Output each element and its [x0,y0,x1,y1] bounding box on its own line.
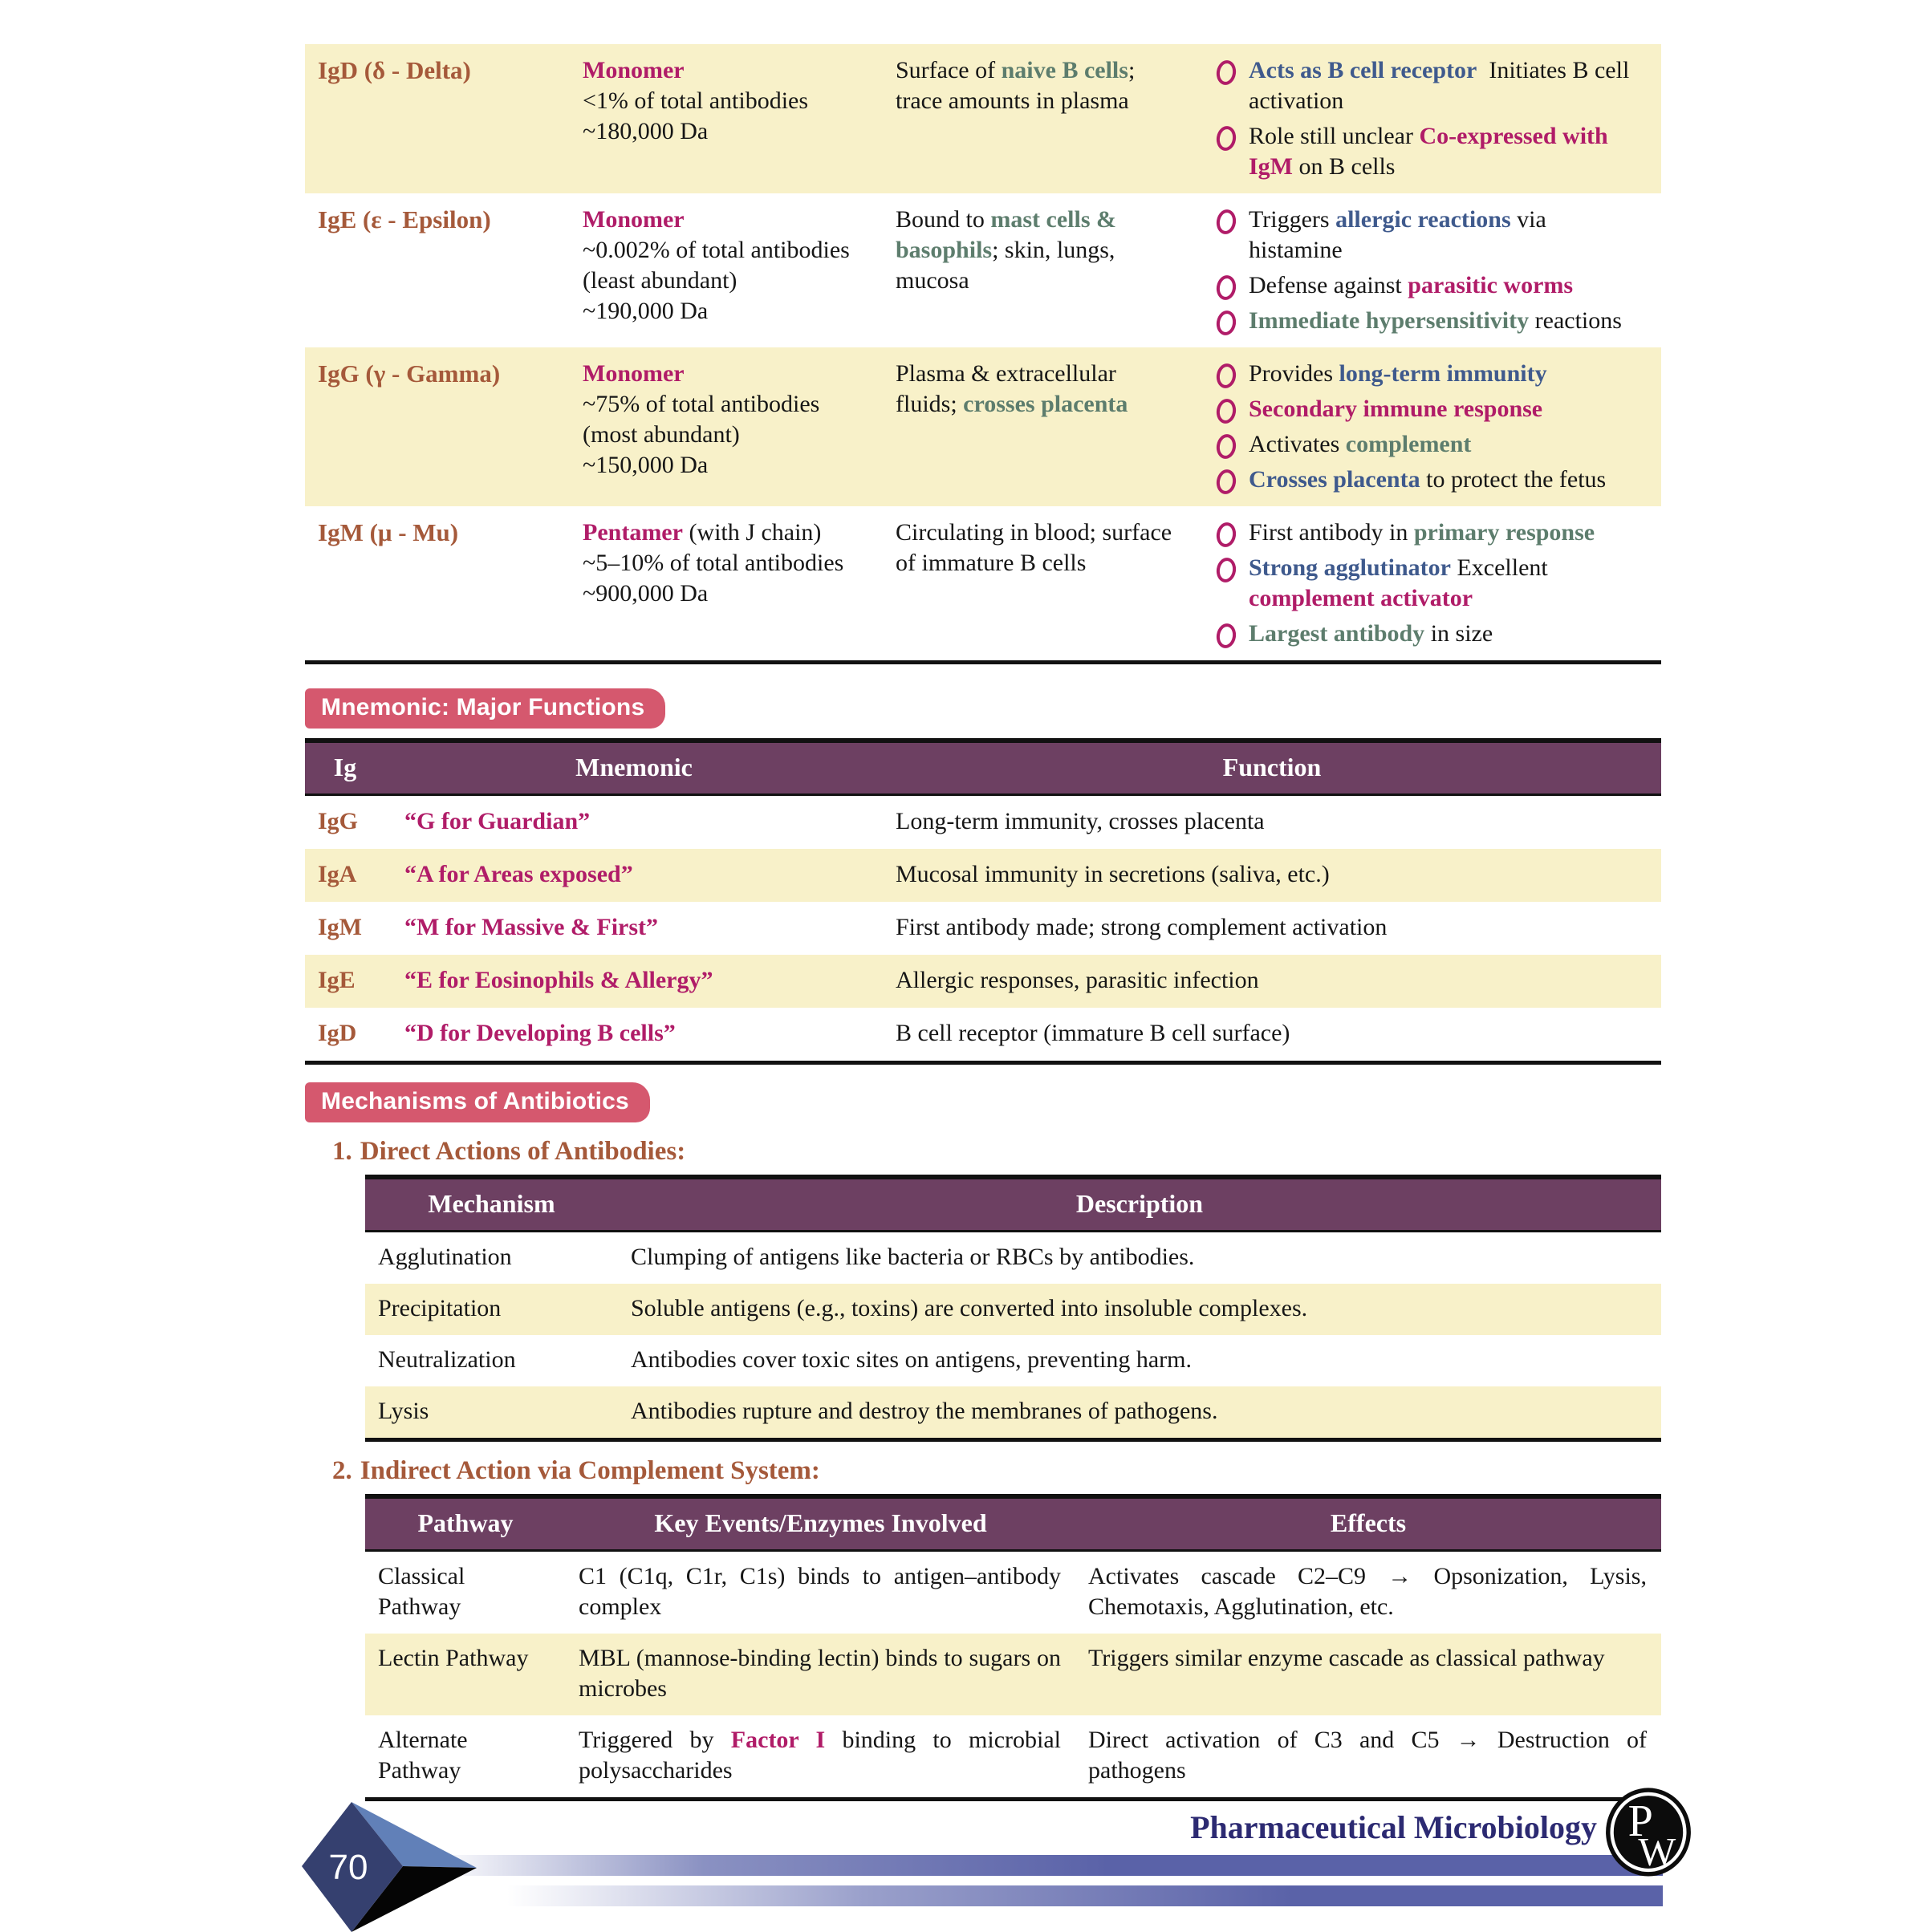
text-segment: naive B cells [1001,57,1128,83]
text-segment: on B cells [1293,153,1396,180]
text-segment: Provides [1249,360,1339,387]
pathway-effects: Direct activation of C3 and C5 → Destruction of pathogens [1088,1727,1647,1784]
antibody-row-igd [305,44,1661,193]
mnemonic-text: “D for Developing B cells” [404,1020,676,1046]
heading-number: 1. [332,1137,352,1166]
footer-bar-top [433,1855,1663,1876]
function-bullet-item [1217,205,1640,266]
mechanism-description: Antibodies cover toxic sites on antigens, preventing harm. [631,1346,1193,1373]
text-segment: allergic reactions [1335,206,1511,233]
table-row [365,1386,1661,1438]
antibody-row-ige [305,193,1661,347]
structure-cell [570,203,883,336]
mnemonic-text: “E for Eosinophils & Allergy” [404,967,713,993]
location-cell [883,203,1204,336]
text-segment: Excellent [1450,554,1548,581]
text-segment: complement activator [1249,585,1473,611]
text-segment: ; skin, lungs, mucosa [896,237,1115,294]
oval-bullet-icon [1215,397,1238,424]
function-bullet-item [1217,306,1640,336]
mechanism-name: Precipitation [378,1295,502,1321]
text-segment: Pentamer [583,519,683,546]
text-segment: C1 (C1q, C1r, C1s) binds to antigen–antibody complex [579,1563,1061,1620]
mechanism-description: Clumping of antigens like bacteria or RBCs by antibodies. [631,1244,1195,1270]
text-segment: Monomer [583,206,685,233]
function-bullet-text [1249,121,1640,182]
heading-label: Direct Actions of Antibodies: [360,1137,686,1166]
function-bullet-text [1249,270,1640,301]
location-cell [883,357,1204,495]
pathway-effects: Triggers similar enzyme cascade as classical pathway [1088,1645,1605,1671]
function-bullet-text [1249,394,1640,424]
text-segment: Initiates B cell activation [1249,57,1630,114]
text-segment: mast cells & basophils [896,206,1116,263]
structure-cell [570,54,883,182]
text-segment: to protect the fetus [1420,466,1607,493]
page-content [305,44,1661,1801]
oval-bullet-icon [1215,521,1238,548]
ig-name: IgE (ε - Epsilon) [318,205,491,233]
table-row [305,955,1661,1008]
function-bullet-item [1217,619,1640,649]
function-bullet-text [1249,359,1640,389]
antibody-table [305,44,1661,664]
structure-cell [570,516,883,649]
location-cell [883,54,1204,182]
ig-label: IgG [318,808,359,834]
text-segment: Circulating in blood; surface of immature B cells [896,519,1172,576]
functions-cell [1204,516,1661,649]
table-row [365,1284,1661,1335]
antibody-row-igg [305,347,1661,506]
ig-name: IgG (γ - Gamma) [318,359,501,388]
oval-bullet-icon [1215,309,1238,336]
footer-bar-bottom [433,1885,1663,1906]
text-segment: long-term immunity [1339,360,1547,387]
functions-cell [1204,357,1661,495]
logo-letter-w: W [1638,1829,1676,1874]
function-bullet-item [1217,553,1640,614]
ig-label: IgE [318,967,356,993]
mechanism-description: Antibodies rupture and destroy the membranes of pathogens. [631,1398,1218,1424]
logo-letter-p: P [1627,1796,1653,1846]
text-segment: reactions [1529,307,1622,334]
function-bullet-item [1217,121,1640,182]
ig-label: IgA [318,861,357,887]
text-segment: Surface of [896,57,1002,83]
text-segment: (with J chain) [682,519,822,546]
table-row [305,796,1661,849]
pathway-effects: Activates cascade C2–C9 → Opsonization, Lysis, Chemotaxis, Agglutination, etc. [1088,1563,1647,1620]
mnemonic-table-header [305,743,1661,796]
header-ig: Ig [333,753,357,781]
text-segment: Strong agglutinator [1249,554,1451,581]
function-bullet-item [1217,429,1640,460]
mnemonic-section-badge: Mnemonic: Major Functions [305,688,665,729]
oval-bullet-icon [1215,432,1238,460]
mnemonic-text: “G for Guardian” [404,808,591,834]
mnemonic-text: “A for Areas exposed” [404,861,633,887]
text-segment: via histamine [1249,206,1546,263]
functions-cell [1204,54,1661,182]
text-segment: Plasma & extracellular fluids; [896,360,1116,417]
direct-actions-table [365,1175,1661,1442]
text-segment: Bound to [896,206,991,233]
function-bullet-text [1249,619,1640,649]
mnemonic-table [305,738,1661,1065]
oval-bullet-icon [1215,208,1238,235]
text-segment: Monomer [583,360,685,387]
function-bullet-item [1217,270,1640,301]
text-segment: ~0.002% of total antibodies (least abundant) [583,237,850,294]
ig-label: IgD [318,1020,357,1046]
oval-bullet-icon [1215,59,1238,86]
header-key-events: Key Events/Enzymes Involved [654,1508,987,1537]
oval-bullet-icon [1215,556,1238,583]
text-segment: ~5–10% of total antibodies [583,550,844,576]
function-bullet-item [1217,465,1640,495]
function-text: Mucosal immunity in secretions (saliva, etc.) [896,861,1330,887]
text-segment: ~190,000 Da [583,298,709,324]
table-row [305,1008,1661,1061]
function-bullet-text [1249,518,1640,548]
table-row [305,902,1661,955]
text-segment: Acts as B cell receptor [1249,57,1477,83]
text-segment: in size [1424,620,1493,647]
complement-pathways-header [365,1499,1661,1552]
ig-name: IgM (μ - Mu) [318,518,459,546]
text-segment: Triggers [1249,206,1336,233]
text-segment: ~900,000 Da [583,580,709,607]
function-text: First antibody made; strong complement activation [896,914,1388,940]
function-text: Long-term immunity, crosses placenta [896,808,1265,834]
text-segment: First antibody in [1249,519,1414,546]
mechanism-name: Lysis [378,1398,429,1424]
page-number-arrow [302,1802,486,1932]
table-row [365,1552,1661,1634]
function-text: B cell receptor (immature B cell surface) [896,1020,1290,1046]
text-segment: primary response [1413,519,1595,546]
table-row [365,1335,1661,1386]
mechanisms-section-badge: Mechanisms of Antibiotics [305,1082,650,1122]
pathway-name: Lectin Pathway [378,1645,529,1671]
mechanism-description: Soluble antigens (e.g., toxins) are converted into insoluble complexes. [631,1295,1308,1321]
ig-label: IgM [318,914,362,940]
ig-name: IgD (δ - Delta) [318,56,471,84]
text-segment: ~180,000 Da [583,118,709,144]
text-segment: ~75% of total antibodies (most abundant) [583,391,820,448]
table-row [365,1634,1661,1715]
complement-pathways-table [365,1494,1661,1801]
text-segment: Triggered by [579,1727,731,1753]
header-description: Description [1075,1189,1204,1218]
table-row [365,1232,1661,1284]
text-segment: crosses placenta [963,391,1128,417]
antibody-row-igm [305,506,1661,660]
indirect-action-heading [332,1456,1661,1486]
mnemonic-text: “M for Massive & First” [404,914,659,940]
text-segment: Activates [1249,431,1346,457]
function-bullet-item [1217,55,1640,116]
table-row [365,1715,1661,1797]
text-segment: Factor I [730,1727,826,1753]
text-segment: Immediate hypersensitivity [1249,307,1530,334]
text-segment: Monomer [583,57,685,83]
pathway-key-events [566,1715,1075,1797]
pw-logo [1605,1788,1692,1877]
function-bullet-text [1249,553,1640,614]
text-segment: binding to microbial polysaccharides [579,1727,1061,1784]
function-text: Allergic responses, parasitic infection [896,967,1259,993]
oval-bullet-icon [1215,274,1238,301]
text-segment: Crosses placenta [1249,466,1420,493]
location-cell [883,516,1204,649]
table-row [305,849,1661,902]
text-segment: ; trace amounts in plasma [896,57,1136,114]
function-bullet-item [1217,518,1640,548]
text-segment: ~150,000 Da [583,452,709,478]
page-number: 70 [328,1848,368,1887]
function-bullet-text [1249,465,1640,495]
text-segment: Role still unclear [1249,123,1420,149]
text-segment: complement [1345,431,1472,457]
mechanism-name: Neutralization [378,1346,516,1373]
text-segment: Largest antibody [1249,620,1425,647]
functions-cell [1204,203,1661,336]
text-segment: parasitic worms [1408,272,1574,298]
oval-bullet-icon [1215,622,1238,649]
footer-book-title: Pharmaceutical Microbiology [1190,1809,1597,1845]
direct-actions-heading [332,1137,1661,1167]
text-segment: Secondary immune response [1249,396,1543,422]
direct-actions-header [365,1179,1661,1232]
function-bullet-text [1249,306,1640,336]
header-pathway: Pathway [417,1508,514,1537]
header-function: Function [1222,753,1322,781]
pathway-name: Classical Pathway [378,1563,465,1620]
oval-bullet-icon [1215,362,1238,389]
pathway-name: Alternate Pathway [378,1727,468,1784]
function-bullet-item [1217,394,1640,424]
text-segment: Co-expressed with IgM [1249,123,1608,180]
oval-bullet-icon [1215,124,1238,152]
mechanism-name: Agglutination [378,1244,512,1270]
text-segment: Defense against [1249,272,1408,298]
function-bullet-text [1249,55,1640,116]
function-bullet-text [1249,205,1640,266]
function-bullet-item [1217,359,1640,389]
pathway-key-events [566,1634,1075,1715]
function-bullet-text [1249,429,1640,460]
header-mnemonic: Mnemonic [575,753,693,781]
text-segment: MBL (mannose-binding lectin) binds to sugars on microbes [579,1645,1061,1702]
header-mechanism: Mechanism [428,1189,555,1218]
header-effects: Effects [1330,1508,1407,1537]
pathway-key-events [566,1552,1075,1634]
structure-cell [570,357,883,495]
heading-number: 2. [332,1456,352,1485]
heading-label: Indirect Action via Complement System: [360,1456,820,1485]
oval-bullet-icon [1215,468,1238,495]
text-segment: <1% of total antibodies [583,87,809,114]
